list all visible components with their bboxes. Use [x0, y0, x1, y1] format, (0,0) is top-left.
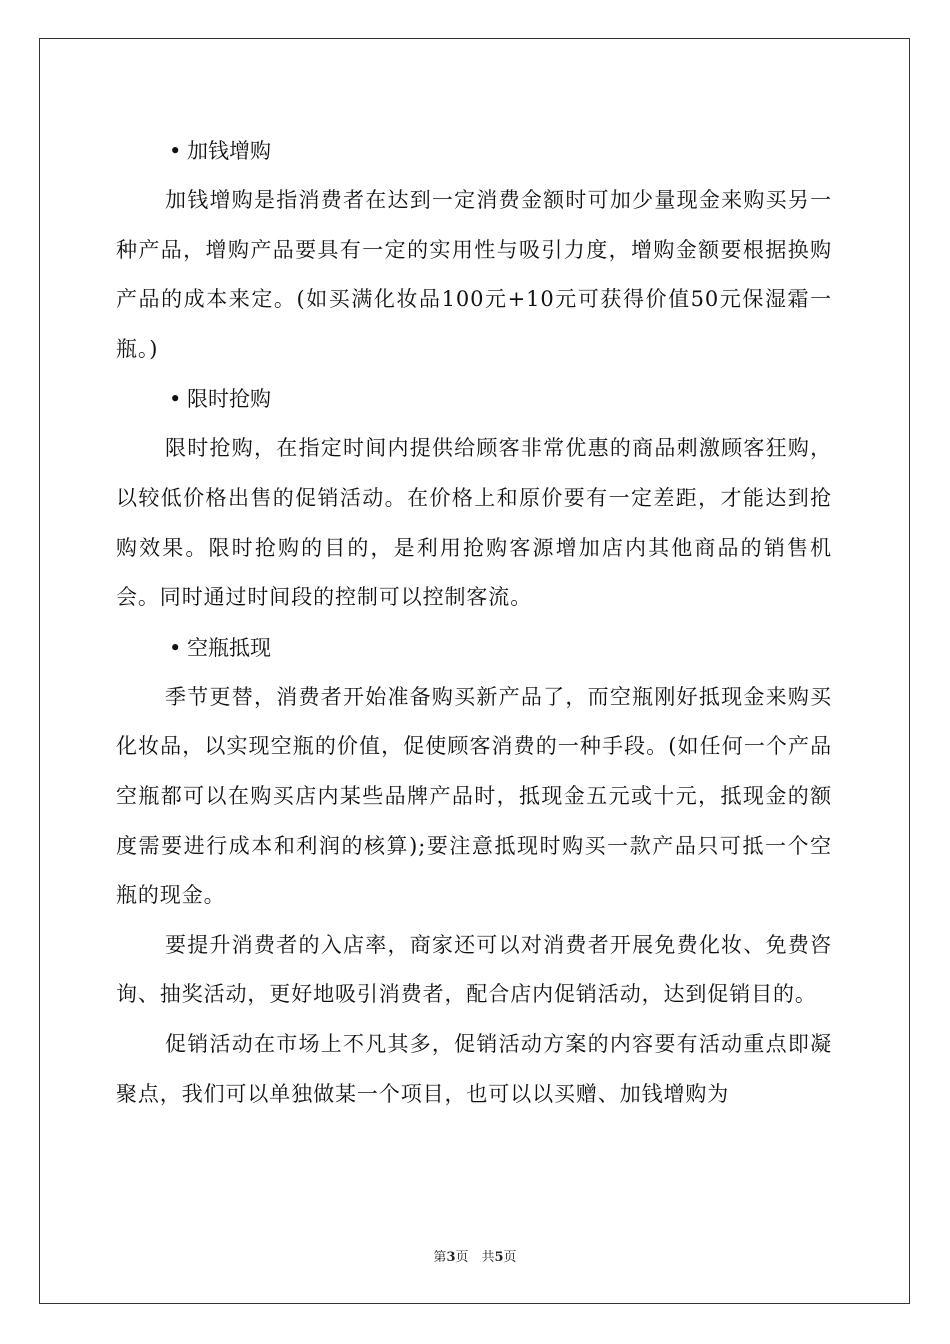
- heading-text: 限时抢购: [187, 387, 271, 412]
- bullet-point: •: [169, 635, 182, 660]
- footer-total-pages: 5: [494, 1250, 504, 1265]
- paragraph: 要提升消费者的入店率，商家还可以对消费者开展免费化妆、免费咨询、抽奖活动，更好地吸引消费者，配合店内促销活动，达到促销目的。: [116, 932, 832, 1007]
- paragraph: 促销活动在市场上不凡其多，促销活动方案的内容要有活动重点即凝聚点，我们可以单独做某一个项目，也可以以买赠、加钱增购为: [116, 1031, 832, 1106]
- footer-prefix: 第: [433, 1250, 447, 1265]
- paragraph: 限时抢购，在指定时间内提供给顾客非常优惠的商品刺激顾客狂购，以较低价格出售的促销活动。在价格上和原价要有一定差距，才能达到抢购效果。限时抢购的目的，是利用抢购客源增加店内其他商品的销售机会。同时通过时间段的控制可以控制客流。: [116, 436, 832, 610]
- bullet-point: •: [169, 387, 182, 412]
- footer-mid: 页 共: [455, 1250, 495, 1265]
- document-body: [116, 126, 832, 1119]
- bullet-point: •: [169, 139, 182, 163]
- footer-suffix: 页: [503, 1250, 517, 1265]
- page-footer: [0, 1246, 950, 1265]
- section-heading: [169, 126, 832, 176]
- section-heading: [169, 623, 832, 673]
- heading-text: 空瓶抵现: [187, 635, 271, 660]
- paragraph: 季节更替，消费者开始准备购买新产品了，而空瓶刚好抵现金来购买化妆品，以实现空瓶的价值，促使顾客消费的一种手段。(如任何一个产品空瓶都可以在购买店内某些品牌产品时，抵现金五元或十元，抵现金的额度需要进行成本和利润的核算);要注意抵现时购买一款产品只可抵一个空瓶的现金。: [116, 684, 832, 908]
- paragraph: 加钱增购是指消费者在达到一定消费金额时可加少量现金来购买另一种产品，增购产品要具有一定的实用性与吸引力度，增购金额要根据换购产品的成本来定。(如买满化妆品100元+10元可获得价值50元保湿霜一瓶。): [116, 188, 832, 361]
- footer-page-number: 3: [446, 1250, 456, 1265]
- section-heading: [169, 374, 832, 424]
- heading-text: 加钱增购: [187, 139, 271, 163]
